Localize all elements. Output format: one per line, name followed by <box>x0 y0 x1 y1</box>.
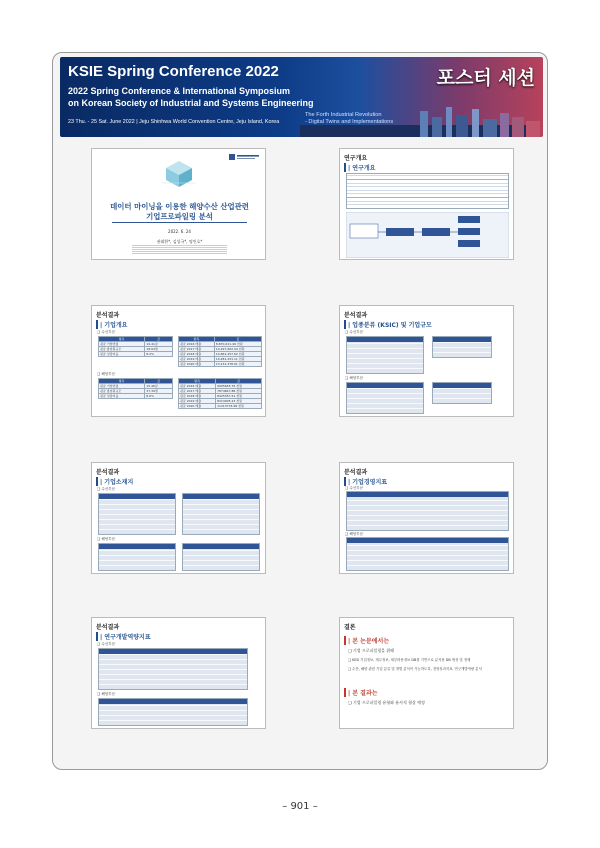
slide-company-location <box>91 462 266 574</box>
marine-overview-table: 항목 값 평균 기업연령 15.46살 평균 종업원규모 37.39명 평균 성장비율 8.6% <box>98 378 173 399</box>
overview-textbox <box>346 173 509 209</box>
slide-company-overview <box>91 305 266 417</box>
slide-header: 분석결과 <box>96 469 120 476</box>
slide-header: 분석결과 <box>344 312 368 319</box>
sub-heading-marine: ❑ 해양부문 <box>345 376 364 380</box>
marine-ksic-table <box>346 382 424 414</box>
slide-section: | 기업개요 <box>96 320 127 329</box>
fisheries-management-table <box>346 491 509 531</box>
slide-section: | 기업소재지 <box>96 477 133 486</box>
poster-session-label: 포스터 세션 <box>436 67 535 89</box>
marine-size-table <box>432 382 492 404</box>
conference-banner <box>60 57 543 137</box>
sub-heading-fisheries: ❑ 수산부문 <box>97 642 116 646</box>
slide-rnd-indicators <box>91 617 266 729</box>
slide-conclusion <box>339 617 514 729</box>
sub-heading-fisheries: ❑ 수산부문 <box>97 487 116 491</box>
marine-rnd-table <box>98 698 248 726</box>
slide-overview <box>339 148 514 260</box>
slide-header: 분석결과 <box>96 624 120 631</box>
fisheries-size-table <box>432 336 492 358</box>
marine-management-table <box>346 537 509 571</box>
slide-section: | 기업경영지표 <box>344 477 387 486</box>
slide-authors: 권태환*, 김성국*, 명인호* <box>156 239 203 244</box>
slide-industry-classification <box>339 305 514 417</box>
conclusion-bullet-3: ❑ 수산, 해양 관련 기업 분류 및 개별 분석이 가능하도록, 경영성과지표, 연구개발역량 분석 <box>348 667 482 671</box>
slide-title <box>91 148 266 260</box>
sub-heading-marine: ❑ 해양부문 <box>97 692 116 696</box>
author-affiliation-lines <box>132 245 227 255</box>
page-number: – 901 – <box>282 801 318 812</box>
banner-subtitle-2: on Korean Society of Industrial and Systems Engineering <box>68 98 314 108</box>
overview-flow-diagram <box>346 212 509 258</box>
fisheries-ksic-table <box>346 336 424 374</box>
marine-location-table-left <box>98 543 176 571</box>
sub-heading-fisheries: ❑ 수산부문 <box>345 486 364 490</box>
banner-title: KSIE Spring Conference 2022 <box>68 63 279 80</box>
slide-header: 분석결과 <box>344 469 368 476</box>
fisheries-overview-table: 항목 값 평균 기업연령 19.41살 평균 종업원규모 18.64명 평균 성장비율 8.2% <box>98 336 173 357</box>
fisheries-location-table-left <box>98 493 176 535</box>
data-cube-illustration <box>162 159 196 189</box>
slide-section: | 연구개요 <box>344 163 375 172</box>
banner-dates: 23 Thu. - 25 Sat. June 2022 | Jeju Shinhwa World Convention Centre, Jeju Island, Korea <box>68 119 280 125</box>
slide-section: | 업종분류 (KSIC) 및 기업규모 <box>344 320 432 329</box>
ksie-logo <box>229 153 259 161</box>
slide-section: | 연구개발역량지표 <box>96 632 151 641</box>
slide-header: 결론 <box>344 624 356 631</box>
marine-sales-table: 항목 값 평균 2016 매출 9905645.76 천원 평균 2017 매출 7874847.88 천원 평균 2018 매출 8425357.51 천원 평균 2019 매출 8313905.23 천원 평균 2020 매출 11213733.98 천원 <box>178 378 262 409</box>
slide-header: 분석결과 <box>96 312 120 319</box>
marine-location-table-right <box>182 543 260 571</box>
conclusion-bullet-2: ❑ KED 기업정보, 재무정보, 세부비용정보 DB를 기반으로 분석용 DB 생성 및 정제 <box>348 658 471 662</box>
conclusion-bullet-4: ❑ 기업 프로파일링 유형와 유사적 협상 예정 <box>348 700 425 705</box>
fisheries-rnd-table <box>98 648 248 690</box>
sub-heading-marine: ❑ 해양부문 <box>97 537 116 541</box>
sub-heading-marine: ❑ 해양부문 <box>345 532 364 536</box>
banner-subtitle-1: 2022 Spring Conference & International Symposium <box>68 86 291 96</box>
sub-heading-marine: ❑ 해양부문 <box>97 372 116 376</box>
sub-heading-fisheries: ❑ 수산부문 <box>97 330 116 334</box>
conclusion-bullet-1: ❑ 기업 프로파일링을 위해 <box>348 648 395 653</box>
title-divider <box>112 222 247 223</box>
slide-header: 연구개요 <box>344 155 368 162</box>
slide-title-line-1: 데이터 마이닝을 이용한 해양수산 산업관련 <box>110 202 249 211</box>
slide-title-line-2: 기업프로파일링 분석 <box>146 212 213 221</box>
banner-theme: The Forth Industrial Revolution - Digital Twins and Implementations <box>305 112 394 125</box>
slide-date: 2022. 6. 24 <box>168 229 191 234</box>
sub-heading-fisheries: ❑ 수산부문 <box>345 330 364 334</box>
conclusion-section-1: | 본 논문에서는 <box>344 636 389 645</box>
fisheries-location-table-right <box>182 493 260 535</box>
slide-management-indicators <box>339 462 514 574</box>
conclusion-section-2: | 본 결과는 <box>344 688 378 697</box>
fisheries-sales-table: 항목 값 평균 2016 매출 8,870,021.49 천원 평균 2017 매출 10,297,602.94 천원 평균 2018 매출 10,661,257.62 천원 평균 2019 매출 10,281,251.11 천원 평균 2020 매출 13,131,378.01 천원 <box>178 336 262 367</box>
